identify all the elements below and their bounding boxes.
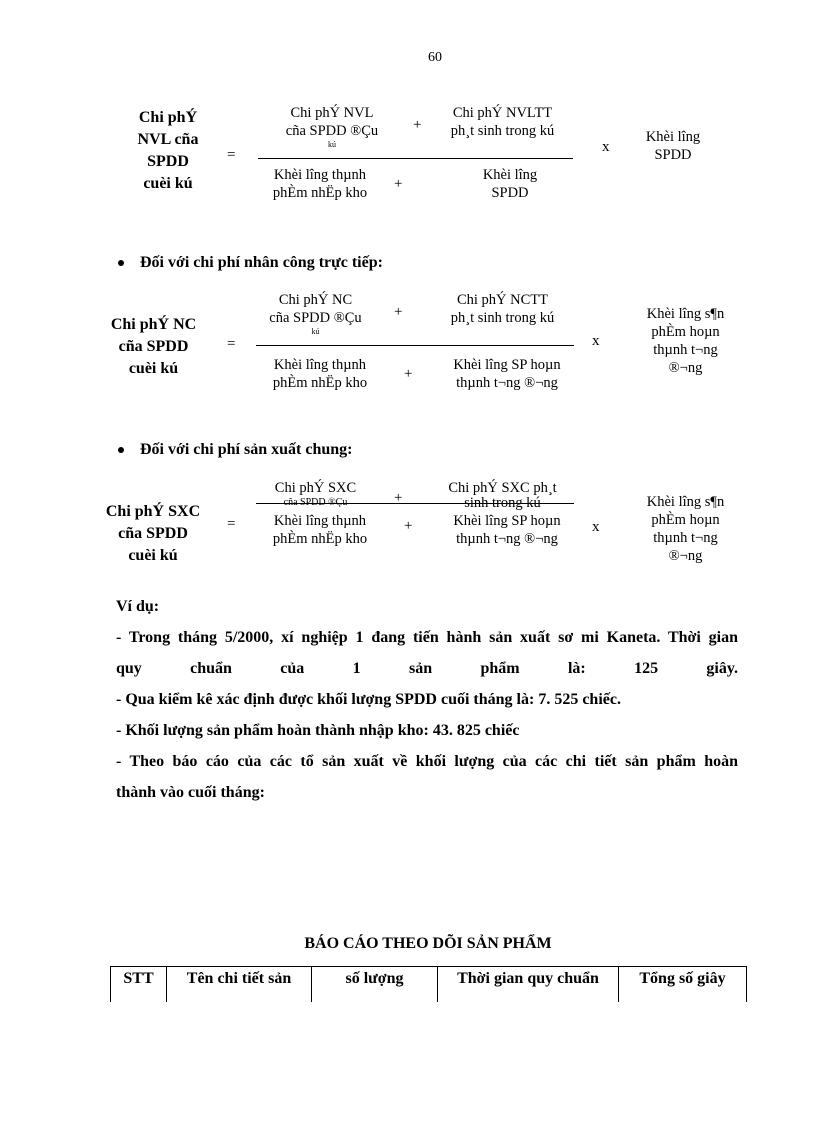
report-title: BÁO CÁO THEO DÕI SẢN PHẨM bbox=[304, 935, 552, 952]
formula-nc-lhs bbox=[96, 314, 211, 380]
lhs-line: cña SPDD bbox=[118, 525, 188, 542]
text-line: Chi phÝ SXC ph¸t bbox=[448, 480, 557, 496]
denominator-a bbox=[255, 166, 385, 202]
text-line: phÈm hoµn bbox=[651, 324, 720, 340]
report-table bbox=[110, 966, 747, 1002]
lhs-line: cña SPDD bbox=[118, 338, 189, 355]
text-line: kú bbox=[311, 327, 320, 336]
formula-nvl-lhs bbox=[118, 107, 218, 195]
lhs-line: cuèi kú bbox=[128, 360, 179, 377]
text-line: phÈm nhËp kho bbox=[272, 375, 368, 391]
text-line: phÈm nhËp kho bbox=[272, 185, 368, 201]
text-line: SPDD bbox=[654, 147, 692, 163]
lhs-line: Chi phÝ NC bbox=[110, 316, 197, 333]
fraction-bar bbox=[256, 345, 574, 346]
lhs-line: NVL cña bbox=[137, 131, 199, 148]
equals-sign: = bbox=[227, 147, 236, 163]
text-line: ®¬ng bbox=[668, 548, 703, 564]
numerator-a bbox=[248, 291, 383, 339]
text-line: phÈm nhËp kho bbox=[272, 531, 368, 547]
table-header: Thời gian quy chuẩn bbox=[438, 967, 619, 1003]
denominator-b bbox=[432, 512, 582, 548]
table-header: STT bbox=[111, 967, 167, 1003]
denominator-b bbox=[455, 166, 565, 202]
example-line: - Khối lượng sản phẩm hoàn thành nhập kho: 43. 825 chiếc bbox=[116, 722, 520, 739]
lhs-line: cuèi kú bbox=[128, 547, 178, 564]
text-line: thµnh t¬ng ®¬ng bbox=[456, 375, 558, 391]
text-line: ph¸t sinh trong kú bbox=[450, 123, 555, 139]
bullet-nc bbox=[118, 254, 383, 272]
table-header-row bbox=[111, 967, 747, 1003]
example-line: - Theo báo cáo của các tổ sản xuất về khối lượng của các chi tiết sản phẩm hoàn bbox=[116, 753, 738, 770]
text-line: cña SPDD ®Çu bbox=[269, 310, 362, 326]
text-line: SPDD bbox=[491, 185, 529, 201]
formula-sxc-lhs bbox=[92, 501, 214, 567]
example-line: quy chuẩn của 1 sản phẩm là: 125 giây. bbox=[116, 660, 738, 677]
formula-sxc-rhs bbox=[628, 493, 743, 565]
text-line: Khèi lîng bbox=[645, 129, 701, 145]
text-line: phÈm hoµn bbox=[651, 512, 720, 528]
plus-sign: + bbox=[394, 176, 403, 192]
times-sign: x bbox=[602, 139, 610, 155]
table-header: Tên chi tiết sản bbox=[167, 967, 312, 1003]
text-line: kú bbox=[328, 140, 336, 149]
bullet-icon bbox=[118, 447, 124, 453]
equals-sign: = bbox=[227, 516, 236, 532]
text-line: Chi phÝ NVL bbox=[290, 105, 374, 121]
bullet-icon bbox=[118, 260, 124, 266]
example-line: - Trong tháng 5/2000, xí nghiệp 1 đang tiến hành sản xuất sơ mi Kaneta. Thời gian bbox=[116, 629, 738, 646]
denominator-b bbox=[432, 356, 582, 392]
text-line: Khèi lîng s¶n bbox=[646, 306, 725, 322]
text-line: ®¬ng bbox=[668, 360, 703, 376]
text-line: Khèi lîng thµnh bbox=[273, 513, 367, 529]
lhs-line: cuèi kú bbox=[143, 175, 193, 192]
fraction-bar bbox=[258, 158, 573, 159]
example-line: thành vào cuối tháng: bbox=[116, 784, 265, 801]
numerator-b bbox=[425, 479, 580, 513]
text-line: thµnh t¬ng bbox=[653, 342, 718, 358]
text-line: Khèi lîng thµnh bbox=[273, 167, 367, 183]
example-line: - Qua kiểm kê xác định được khối lượng SPDD cuối tháng là: 7. 525 chiếc. bbox=[116, 691, 621, 708]
text-line: thµnh t¬ng bbox=[653, 530, 718, 546]
equals-sign: = bbox=[227, 336, 236, 352]
plus-sign: + bbox=[394, 304, 403, 320]
lhs-line: Chi phÝ SXC bbox=[105, 503, 201, 520]
text-line: sinh trong kú bbox=[464, 495, 541, 511]
text-line: Khèi lîng bbox=[482, 167, 538, 183]
numerator-a bbox=[262, 104, 402, 152]
text-line: Chi phÝ SXC bbox=[274, 480, 357, 496]
text-line: Chi phÝ NCTT bbox=[456, 292, 549, 308]
text-line: Khèi lîng SP hoµn bbox=[453, 357, 561, 373]
plus-sign: + bbox=[394, 490, 403, 506]
bullet-text: Đối với chi phí nhân công trực tiếp: bbox=[140, 254, 383, 271]
text-line: Khèi lîng s¶n bbox=[646, 494, 725, 510]
times-sign: x bbox=[592, 333, 600, 349]
lhs-line: SPDD bbox=[147, 153, 189, 170]
text-line: cña SPDD ®Çu bbox=[285, 123, 379, 139]
lhs-line: Chi phÝ bbox=[138, 109, 198, 126]
text-line: Chi phÝ NC bbox=[278, 292, 353, 308]
plus-sign: + bbox=[404, 366, 413, 382]
text-line: Khèi lîng SP hoµn bbox=[453, 513, 561, 529]
formula-nvl-rhs bbox=[628, 128, 718, 164]
numerator-b bbox=[430, 104, 575, 140]
table-header: số lượng bbox=[312, 967, 438, 1003]
times-sign: x bbox=[592, 519, 600, 535]
table-header: Tổng số giây bbox=[619, 967, 747, 1003]
text-line: cña SPDD ®Çu bbox=[283, 497, 348, 507]
formula-nc-rhs bbox=[628, 305, 743, 377]
denominator-a bbox=[255, 512, 385, 548]
text-line: thµnh t¬ng ®¬ng bbox=[456, 531, 558, 547]
numerator-b bbox=[430, 291, 575, 327]
page-number: 60 bbox=[428, 50, 442, 65]
fraction-bar bbox=[256, 503, 574, 504]
plus-sign: + bbox=[413, 117, 422, 133]
denominator-a bbox=[255, 356, 385, 392]
bullet-sxc bbox=[118, 441, 352, 459]
example-heading: Ví dụ: bbox=[116, 598, 160, 615]
plus-sign: + bbox=[404, 518, 413, 534]
bullet-text: Đối với chi phí sản xuất chung: bbox=[140, 441, 353, 458]
text-line: Khèi lîng thµnh bbox=[273, 357, 367, 373]
text-line: Chi phÝ NVLTT bbox=[452, 105, 553, 121]
text-line: ph¸t sinh trong kú bbox=[450, 310, 555, 326]
